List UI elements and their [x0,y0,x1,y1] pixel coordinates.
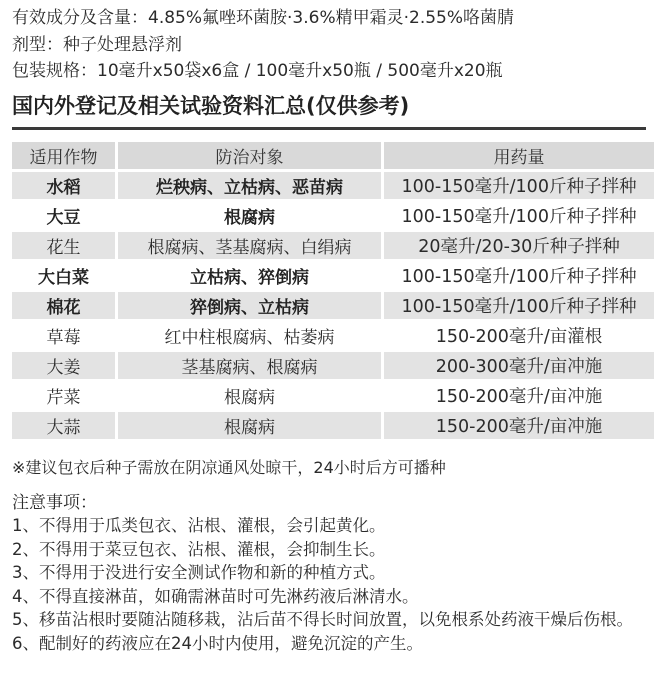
target-cell: 茎基腐病、根腐病 [115,352,381,379]
caution-item: 5、移苗沾根时要随沾随移栽，沾后苗不得长时间放置，以免根系处药液干燥后伤根。 [12,610,633,629]
crop-cell: 水稻 [12,172,115,199]
dose-cell: 100-150毫升/100斤种子拌种 [381,202,654,229]
caution-item: 1、不得用于瓜类包衣、沾根、灌根，会引起黄化。 [12,516,386,535]
header-dose: 用药量 [381,142,654,169]
target-cell: 猝倒病、立枯病 [115,292,381,319]
packaging-line: 包装规格：10毫升x50袋x6盒 / 100毫升x50瓶 / 500毫升x20瓶 [12,61,503,81]
caution-item: 2、不得用于菜豆包衣、沾根、灌根，会抑制生长。 [12,539,386,559]
crop-cell: 大白菜 [12,262,115,289]
crop-cell: 大姜 [12,352,115,379]
caution-item: 3、不得用于没进行安全测试作物和新的种植方式。 [12,563,386,582]
header-crop: 适用作物 [12,142,115,169]
target-cell: 红中柱根腐病、枯萎病 [115,322,381,349]
formulation-line: 剂型：种子处理悬浮剂 [12,35,182,55]
crop-cell: 芹菜 [12,382,115,409]
registration-table [12,139,654,442]
target-cell: 根腐病 [115,202,381,229]
crop-cell: 大蒜 [12,412,115,439]
dose-cell: 200-300毫升/亩冲施 [381,352,654,379]
table-row [12,172,654,199]
caution-item: 4、不得直接淋苗，如确需淋苗时可先淋药液后淋清水。 [12,586,419,606]
target-cell: 根腐病 [115,382,381,409]
cautions-heading: 注意事项： [12,493,97,513]
table-row [12,382,654,409]
dose-cell: 100-150毫升/100斤种子拌种 [381,292,654,319]
section-title: 国内外登记及相关试验资料汇总(仅供参考) [12,94,410,118]
cautions-list [12,514,660,655]
dose-cell: 100-150毫升/100斤种子拌种 [381,172,654,199]
target-cell: 立枯病、猝倒病 [115,262,381,289]
crop-cell: 棉花 [12,292,115,319]
title-divider [12,127,646,130]
table-row [12,232,654,259]
table-row [12,202,654,229]
target-cell: 根腐病、茎基腐病、白绢病 [115,232,381,259]
target-cell: 烂秧病、立枯病、恶苗病 [115,172,381,199]
caution-item: 6、配制好的药液应在24小时内使用，避免沉淀的产生。 [12,633,423,653]
table-row [12,292,654,319]
crop-cell: 大豆 [12,202,115,229]
crop-cell: 草莓 [12,322,115,349]
ingredients-line: 有效成分及含量：4.85%氟唑环菌胺·3.6%精甲霜灵·2.55%咯菌腈 [12,8,515,28]
dose-cell: 150-200毫升/亩灌根 [381,322,654,349]
dose-cell: 20毫升/20-30斤种子拌种 [381,232,654,259]
table-row [12,412,654,439]
crop-cell: 花生 [12,232,115,259]
table-header-row [12,142,654,169]
table-row [12,322,654,349]
header-target: 防治对象 [115,142,381,169]
storage-note: ※建议包衣后种子需放在阴凉通风处晾干，24小时后方可播种 [12,458,446,477]
target-cell: 根腐病 [115,412,381,439]
dose-cell: 150-200毫升/亩冲施 [381,382,654,409]
table-row [12,352,654,379]
dose-cell: 100-150毫升/100斤种子拌种 [381,262,654,289]
dose-cell: 150-200毫升/亩冲施 [381,412,654,439]
table-row [12,262,654,289]
